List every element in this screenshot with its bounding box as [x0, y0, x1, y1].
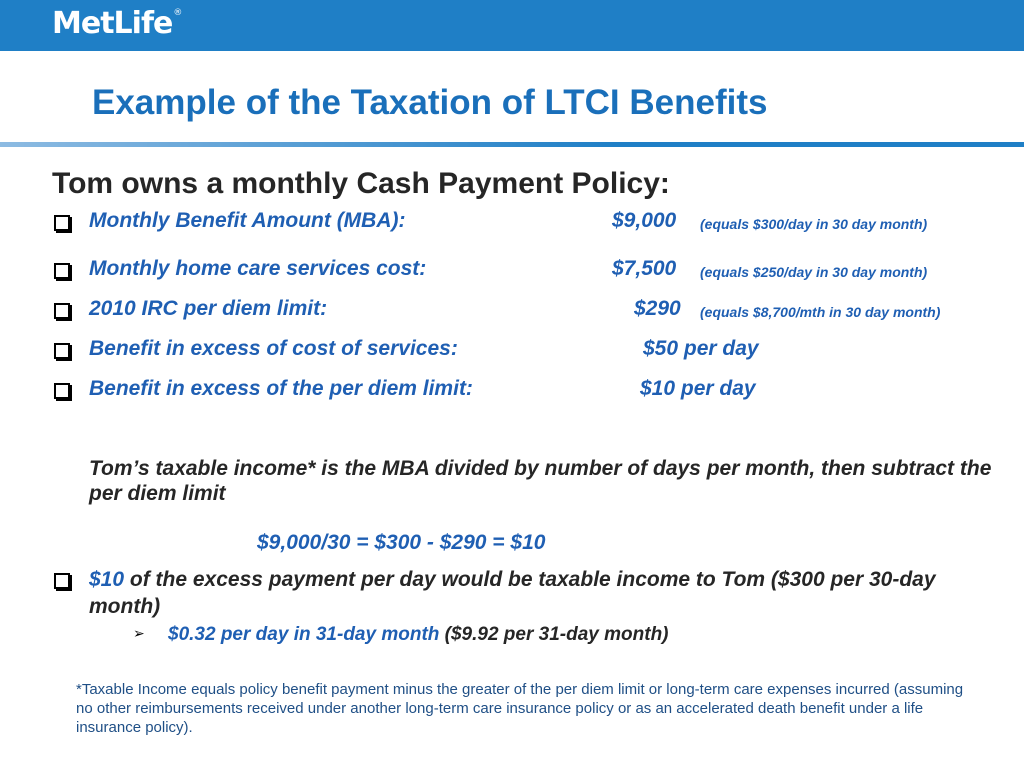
checkbox-icon — [54, 343, 70, 359]
row-note: (equals $8,700/mth in 30 day month) — [700, 304, 941, 320]
row-note: (equals $300/day in 30 day month) — [700, 216, 928, 232]
row-value: $10 per day — [640, 377, 756, 400]
row-label: 2010 IRC per diem limit: — [89, 297, 328, 320]
metlife-logo — [52, 6, 182, 41]
registered-mark: ® — [173, 8, 183, 18]
row-label: Monthly Benefit Amount (MBA): — [89, 209, 406, 232]
excess-description: of the excess payment per day would be taxable income to Tom ($300 per 30-day month) — [89, 568, 936, 618]
slide-title: Example of the Taxation of LTCI Benefits — [92, 83, 768, 122]
brand-name: MetLife — [52, 6, 173, 41]
checkbox-icon — [54, 383, 70, 399]
excess-amount: $10 — [89, 568, 125, 591]
sub-bullet-highlight: $0.32 per day in 31-day month — [168, 624, 440, 645]
footnote: *Taxable Income equals policy benefit payment minus the greater of the per diem limit or long-term care expenses incurred (assuming no other reimbursements received under another long-term care insurance policy or as an accelerated death benefit under a life insurance policy). — [76, 681, 964, 736]
title-divider — [0, 142, 1024, 147]
row-value: $50 per day — [643, 337, 759, 360]
checkbox-icon — [54, 215, 70, 231]
taxable-excess-text — [89, 566, 1004, 620]
calculation-formula: $9,000/30 = $300 - $290 = $10 — [257, 531, 546, 554]
row-label: Benefit in excess of cost of services: — [89, 337, 458, 360]
section-heading: Tom owns a monthly Cash Payment Policy: — [52, 167, 670, 200]
header-bar — [0, 0, 1024, 51]
row-note: (equals $250/day in 30 day month) — [700, 264, 928, 280]
row-label: Monthly home care services cost: — [89, 257, 427, 280]
row-label: Benefit in excess of the per diem limit: — [89, 377, 473, 400]
checkbox-icon — [54, 573, 70, 589]
row-value: $9,000 — [612, 209, 677, 232]
row-value: $7,500 — [612, 257, 677, 280]
checkbox-icon — [54, 303, 70, 319]
sub-bullet — [168, 622, 669, 648]
taxable-income-explanation: Tom’s taxable income* is the MBA divided by number of days per month, then subtract the per diem limit — [89, 457, 992, 505]
arrow-bullet-icon: ➢ — [133, 626, 145, 642]
sub-bullet-rest: ($9.92 per 31-day month) — [439, 624, 669, 645]
row-value: $290 — [634, 297, 681, 320]
checkbox-icon — [54, 263, 70, 279]
